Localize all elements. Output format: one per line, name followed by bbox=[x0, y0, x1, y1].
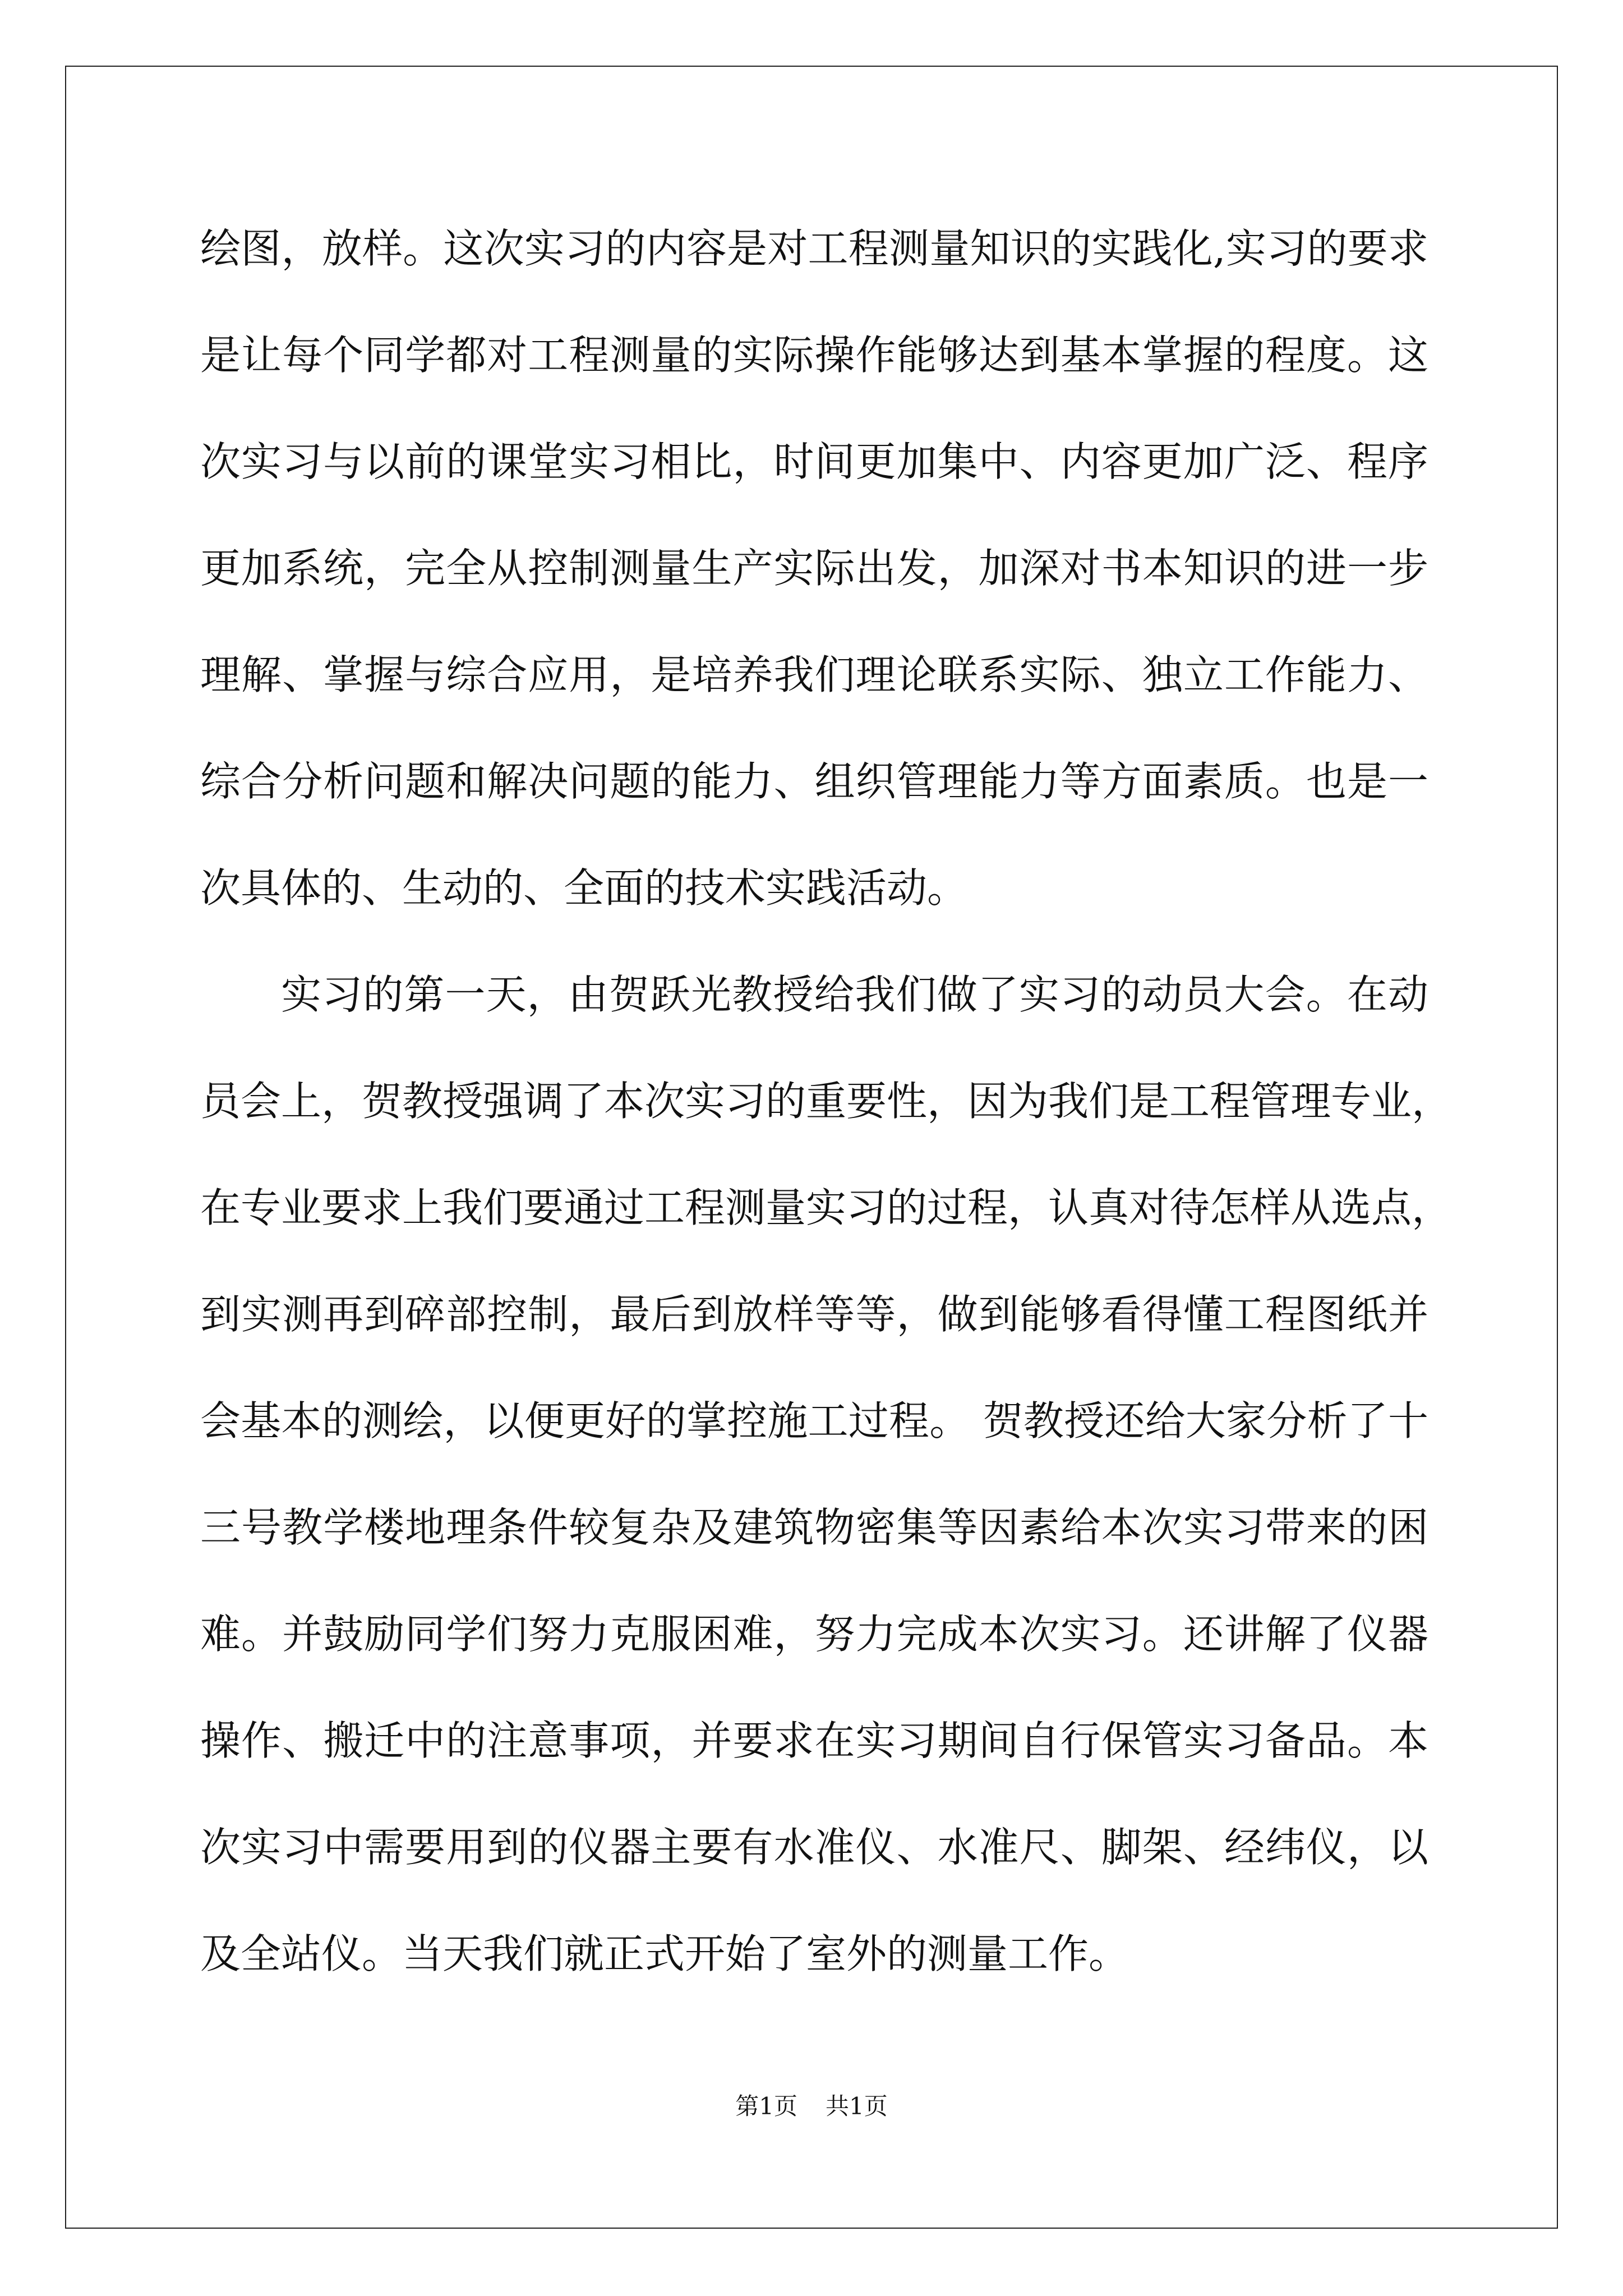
paragraph-2-line-1: 实习的第一天，由贺跃光教授给我们做了实习的动员大会。在动 bbox=[281, 971, 1428, 1018]
paragraph-2-line-8: 操作、搬迁中的注意事项，并要求在实习期间自行保管实习备品。本 bbox=[200, 1717, 1428, 1764]
page-footer bbox=[0, 2088, 1623, 2122]
paragraph-1-line-5: 理解、掌握与综合应用，是培养我们理论联系实际、独立工作能力、 bbox=[200, 651, 1428, 698]
paragraph-1-line-3: 次实习与以前的课堂实习相比，时间更加集中、内容更加广泛、程序 bbox=[200, 438, 1428, 485]
paragraph-1-line-1: 绘图，放样。这次实习的内容是对工程测量知识的实践化,实习的要求 bbox=[200, 225, 1428, 272]
paragraph-1-line-7: 次具体的、生动的、全面的技术实践活动。 bbox=[200, 864, 968, 912]
paragraph-1-line-4: 更加系统，完全从控制测量生产实际出发，加深对书本知识的进一步 bbox=[200, 545, 1428, 592]
paragraph-2-line-3: 在专业要求上我们要通过工程测量实习的过程，认真对待怎样从选点， bbox=[200, 1184, 1453, 1231]
paragraph-2-line-4: 到实测再到碎部控制，最后到放样等等，做到能够看得懂工程图纸并 bbox=[200, 1291, 1428, 1338]
page-number: 第1页 bbox=[735, 2092, 797, 2120]
paragraph-2-line-5: 会基本的测绘，以便更好的掌控施工过程。 贺教授还给大家分析了十 bbox=[200, 1397, 1428, 1444]
page-total: 共1页 bbox=[826, 2092, 888, 2120]
document-body bbox=[200, 195, 1453, 2007]
paragraph-2-line-6: 三号教学楼地理条件较复杂及建筑物密集等因素给本次实习带来的困 bbox=[200, 1504, 1428, 1551]
paragraph-2-line-10: 及全站仪。当天我们就正式开始了室外的测量工作。 bbox=[200, 1930, 1129, 1977]
paragraph-2-line-7: 难。并鼓励同学们努力克服困难，努力完成本次实习。还讲解了仪器 bbox=[200, 1611, 1428, 1658]
paragraph-1-line-6: 综合分析问题和解决问题的能力、组织管理能力等方面素质。也是一 bbox=[200, 758, 1428, 805]
paragraph-1-line-2: 是让每个同学都对工程测量的实际操作能够达到基本掌握的程度。这 bbox=[200, 332, 1428, 379]
paragraph-2-line-2: 员会上，贺教授强调了本次实习的重要性，因为我们是工程管理专业， bbox=[200, 1078, 1453, 1125]
paragraph-2-line-9: 次实习中需要用到的仪器主要有水准仪、水准尺、脚架、经纬仪，以 bbox=[200, 1824, 1428, 1871]
